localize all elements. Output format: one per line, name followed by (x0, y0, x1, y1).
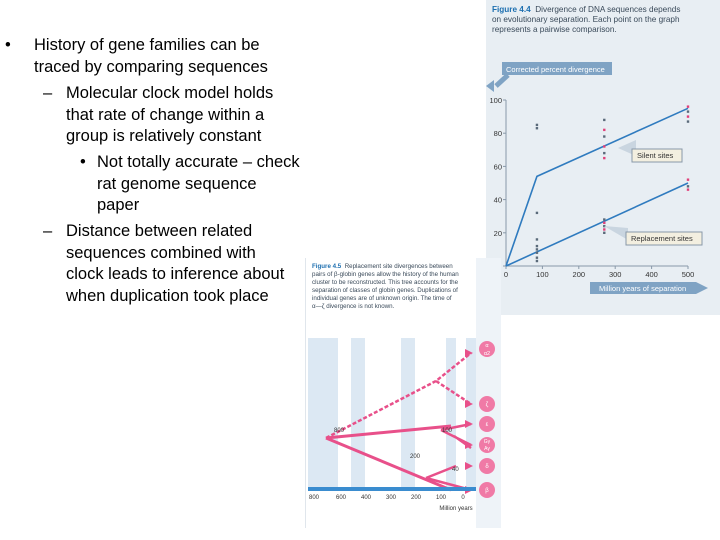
figure-4-5 (305, 258, 501, 528)
y-tick-label: 60 (493, 162, 502, 172)
data-point (687, 185, 689, 187)
caption-line: separation of classes of globin genes. Duplications of (312, 287, 458, 294)
data-point (536, 238, 538, 240)
bullet-line: rat genome sequence (97, 174, 257, 193)
x-tick-label: 100 (536, 270, 549, 279)
bullet-line: Not totally accurate – check (97, 153, 300, 171)
data-point (687, 105, 689, 107)
data-point (687, 115, 689, 117)
bullet-marker: • (5, 36, 11, 54)
time-axis-tick: 800 (308, 495, 320, 501)
ylabel-arrow-shaft (496, 75, 508, 86)
caption-line: pairs of β-globin genes allow the history of the human (312, 271, 459, 278)
time-band (308, 338, 338, 488)
caption-line: Divergence of DNA sequences depends (535, 5, 681, 14)
time-band (401, 338, 415, 488)
time-axis-label: Million years (439, 506, 473, 512)
bullet-line: History of gene families can be (34, 36, 260, 54)
caption-line: cluster to be reconstructed. This tree accounts for the (312, 279, 459, 286)
replacement-sites-label: Replacement sites (631, 234, 693, 243)
data-point (536, 127, 538, 129)
data-point (536, 257, 538, 259)
figure-4-4 (486, 0, 720, 315)
data-point (603, 228, 605, 230)
figure-4-4-label: Figure 4.4 (492, 5, 531, 14)
data-point (687, 120, 689, 122)
caption-line: represents a pairwise comparison. (492, 25, 617, 34)
silent-sites-label: Silent sites (637, 151, 674, 160)
data-point (603, 135, 605, 137)
data-point (603, 152, 605, 154)
bullet-marker: – (43, 222, 53, 240)
data-point (536, 252, 538, 254)
bullet-line: sequences combined with (66, 243, 256, 262)
data-point (603, 218, 605, 220)
time-axis-tick: 100 (435, 495, 447, 501)
node-label: 40 (452, 467, 459, 473)
x-tick-label: 0 (503, 270, 509, 279)
time-axis-tick: 400 (360, 495, 372, 501)
bullet-line: when duplication took place (66, 286, 269, 305)
gene-label: Aγ (484, 446, 490, 452)
data-point (603, 232, 605, 234)
node-label: 100 (442, 428, 453, 434)
x-tick-label: 300 (608, 270, 622, 279)
caption-line: Replacement site divergences between (344, 263, 453, 270)
data-point (603, 119, 605, 121)
x-tick-label: 200 (572, 270, 586, 279)
ylabel-arrow-icon (486, 80, 494, 92)
data-point (687, 188, 689, 190)
node-label: 800 (334, 428, 345, 434)
time-axis-tick: 200 (410, 495, 422, 501)
y-axis-label: Corrected percent divergence (506, 65, 605, 74)
bullet-marker: – (43, 84, 53, 102)
gene-label: δ (485, 464, 489, 470)
globin-tree (306, 258, 501, 528)
data-point (536, 245, 538, 247)
annotation-pointer (604, 226, 628, 240)
data-point (536, 260, 538, 262)
time-axis-tick: 600 (335, 495, 347, 501)
caption-line: individual genes are of unknown origin. The time of (312, 295, 452, 302)
time-axis-bar (308, 487, 476, 491)
y-tick-label: 100 (489, 96, 502, 105)
data-point (603, 129, 605, 131)
bullet-line: clock leads to inference about (66, 265, 285, 283)
data-point (603, 145, 605, 147)
bullet-line: that rate of change within a (66, 105, 265, 124)
node-label: 200 (410, 454, 421, 460)
x-axis-label: Million years of separation (599, 284, 687, 293)
data-point (536, 124, 538, 126)
y-tick-label: 20 (493, 228, 502, 238)
series-line-replacement (506, 183, 688, 266)
data-point (536, 212, 538, 214)
data-point (536, 248, 538, 250)
x-tick-label: 400 (645, 270, 658, 279)
gene-label: Gγ (483, 439, 491, 445)
x-tick-label: 500 (681, 270, 695, 279)
data-point (687, 178, 689, 180)
bullet-line: paper (97, 196, 140, 214)
bullet-marker: • (80, 153, 86, 171)
gene-label: ε (485, 422, 489, 428)
gene-label: β (485, 488, 489, 494)
time-band (351, 338, 365, 488)
time-axis-tick: 0 (461, 495, 465, 501)
y-tick-label: 80 (493, 129, 502, 139)
time-axis-tick: 300 (385, 495, 397, 501)
gene-label: α (485, 343, 489, 349)
caption-line: α—ζ divergence is not known. (312, 303, 395, 310)
bullet-line: Molecular clock model holds (66, 84, 274, 102)
gene-label: ζ (485, 402, 489, 408)
bullet-line: group is relatively constant (66, 127, 262, 145)
data-point (603, 157, 605, 159)
y-tick-label: 40 (493, 195, 502, 205)
figure-4-5-label: Figure 4.5 (312, 263, 342, 270)
divergence-chart (486, 0, 720, 315)
caption-line: on evolutionary separation. Each point on the graph (492, 15, 680, 24)
data-point (687, 110, 689, 112)
gene-label: α2 (483, 351, 491, 357)
bullet-line: Distance between related (66, 222, 253, 240)
bullet-line: traced by comparing sequences (34, 57, 268, 76)
data-point (603, 222, 605, 224)
